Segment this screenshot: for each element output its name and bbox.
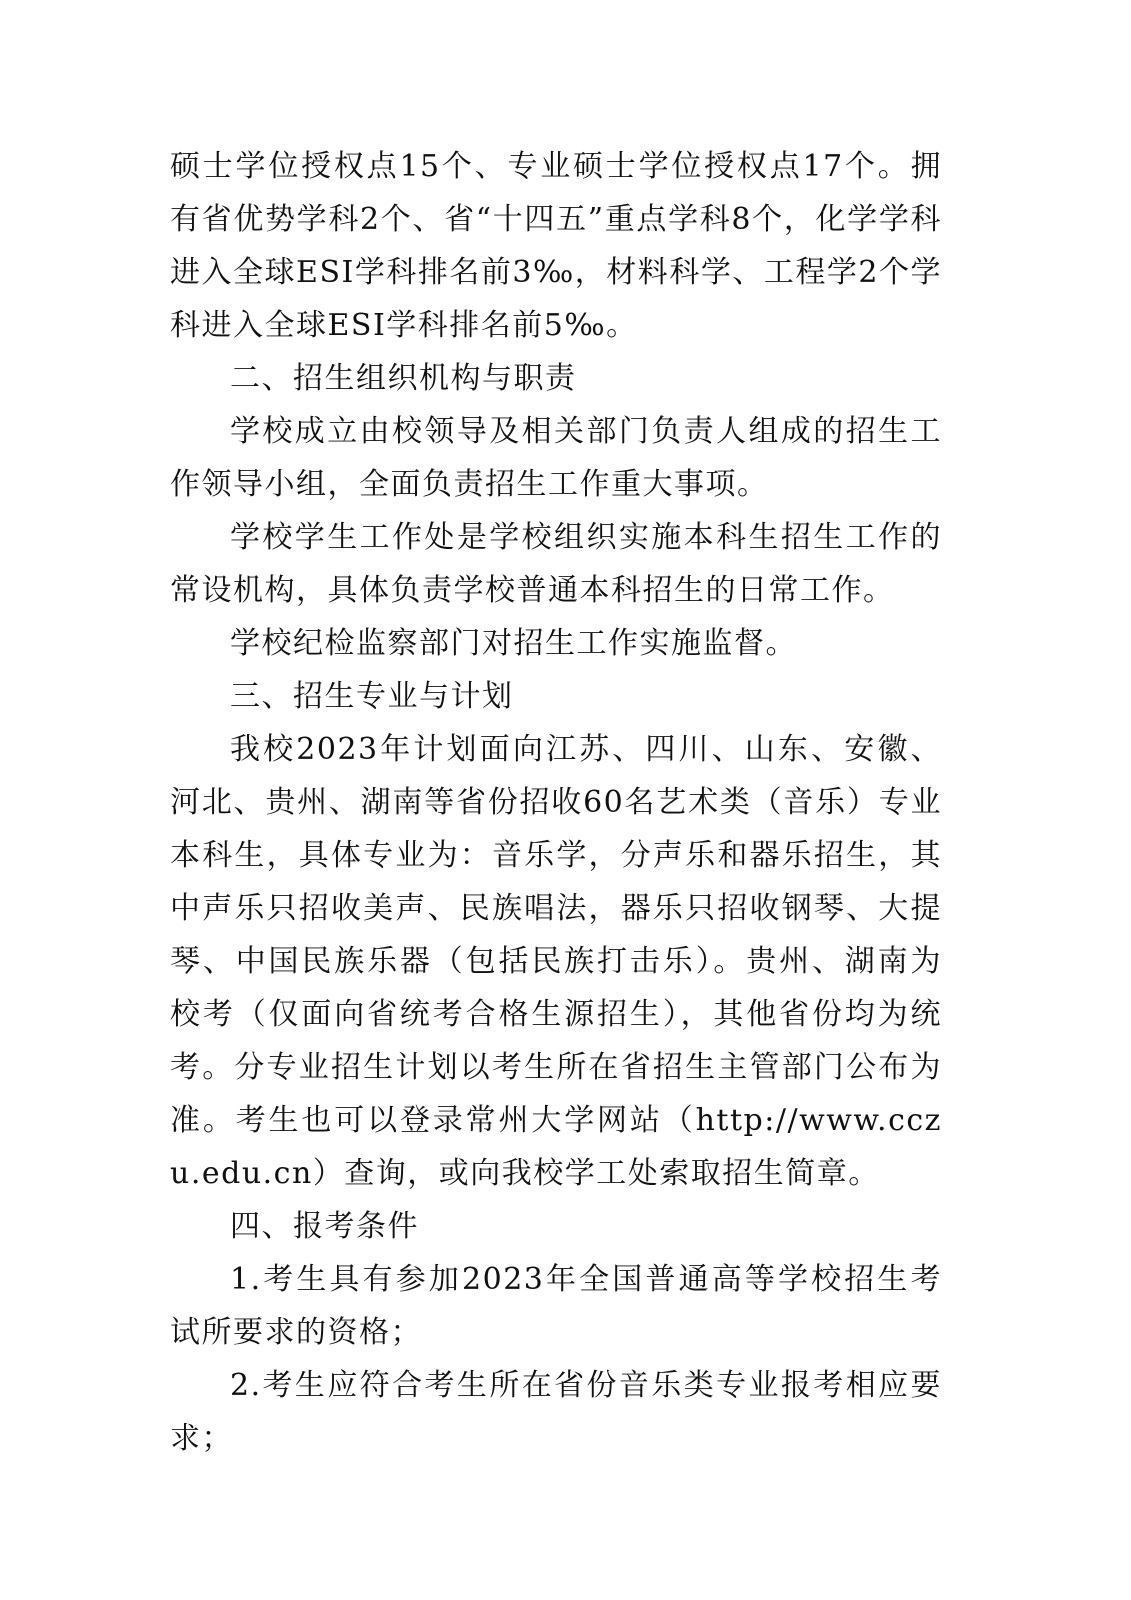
paragraph-requirement-2: 2.考生应符合考生所在省份音乐类专业报考相应要求； bbox=[170, 1368, 942, 1456]
paragraph-degree-programs: 硕士学位授权点15个、专业硕士学位授权点17个。拥有省优势学科2个、省“十四五”重点学科8个，化学学科进入全球ESI学科排名前3‰，材料科学、工程学2个学科进入全球ESI学科排名前5‰。 bbox=[170, 149, 942, 343]
paragraph-leadership-group: 学校成立由校领导及相关部门负责人组成的招生工作领导小组，全面负责招生工作重大事项。 bbox=[170, 414, 942, 502]
document-page bbox=[170, 140, 942, 1465]
paragraph-student-affairs: 学校学生工作处是学校组织实施本科生招生工作的常设机构，具体负责学校普通本科招生的日常工作。 bbox=[170, 520, 942, 608]
paragraph-supervision: 学校纪检监察部门对招生工作实施监督。 bbox=[230, 626, 797, 661]
paragraph-requirement-1: 1.考生具有参加2023年全国普通高等学校招生考试所要求的资格； bbox=[170, 1262, 942, 1350]
heading-requirements: 四、报考条件 bbox=[230, 1209, 419, 1244]
heading-organization: 二、招生组织机构与职责 bbox=[230, 361, 577, 396]
paragraph-enrollment-plan: 我校2023年计划面向江苏、四川、山东、安徽、河北、贵州、湖南等省份招收60名艺术类（音乐）专业本科生，具体专业为：音乐学，分声乐和器乐招生，其中声乐只招收美声、民族唱法，器乐只招收钢琴、大提琴、中国民族乐器（包括民族打击乐）。贵州、湖南为校考（仅面向省统考合格生源招生），其他省份均为统考。分专业招生计划以考生所在省招生主管部门公布为准。考生也可以登录常州大学网站（http://www.cczu.edu.cn）查询，或向我校学工处索取招生简章。 bbox=[170, 732, 942, 1191]
heading-majors-plan: 三、招生专业与计划 bbox=[230, 679, 514, 714]
